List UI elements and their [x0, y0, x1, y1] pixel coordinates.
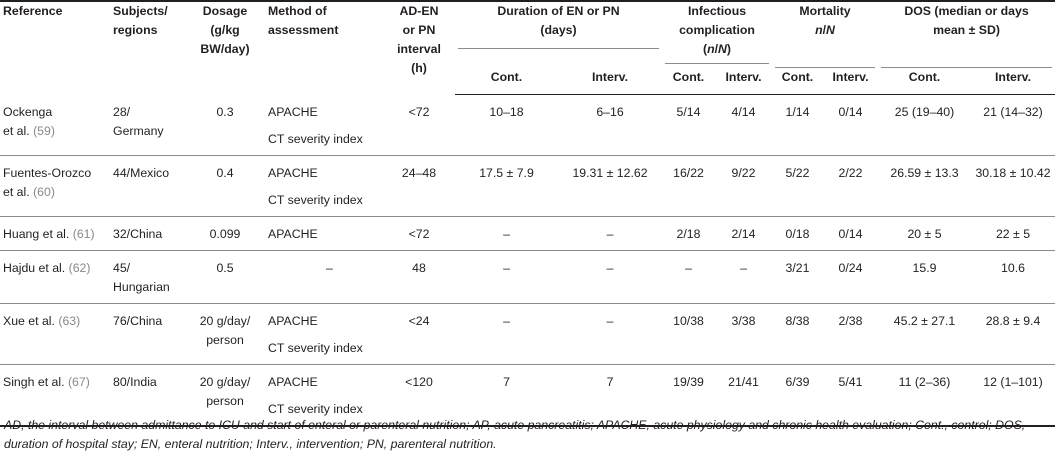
cell-inf-cont: 5/14: [676, 105, 701, 120]
cell-mort-interv: 0/24: [823, 250, 878, 303]
cell-method: APACHE CT severity index: [268, 104, 363, 146]
cell-dosage: 0.3: [216, 104, 234, 119]
cell-dur-cont: –: [455, 250, 558, 303]
subheader-dos-cont: Cont.: [878, 68, 971, 95]
cell-dur-interv: –: [558, 250, 662, 303]
subheader-mort-cont: Cont.: [772, 68, 823, 95]
cell-interval: 24–48: [383, 155, 455, 216]
citation-link[interactable]: (59): [33, 123, 55, 138]
header-duration: Duration of EN or PN (days): [455, 1, 662, 68]
cell-interval: 48: [383, 250, 455, 303]
table-row: [0, 250, 1055, 303]
cell-dur-interv: –: [558, 216, 662, 250]
cell-mort-interv: 2/22: [823, 155, 878, 216]
table-row: [0, 95, 1055, 156]
cell-subjects: 44/Mexico: [110, 155, 185, 216]
header-dosage: Dosage (g/kg BW/day): [200, 4, 250, 57]
subheader-inf-cont: Cont.: [662, 68, 715, 95]
cell-dos-interv: 12 (1–101): [971, 365, 1055, 427]
cell-subjects: 76/China: [110, 303, 185, 364]
header-subjects: Subjects/ regions: [113, 4, 168, 38]
citation-link[interactable]: (60): [33, 184, 55, 199]
cell-subjects: 80/India: [110, 365, 185, 427]
cell-dos-interv: 28.8 ± 9.4: [971, 303, 1055, 364]
table-row: [0, 216, 1055, 250]
cell-dos-interv: 10.6: [971, 250, 1055, 303]
header-interval: AD-EN or PN interval (h): [397, 4, 441, 76]
cell-mort-cont: 1/14: [785, 105, 810, 120]
cell-dosage: 20 g/day/ person: [185, 365, 265, 427]
cell-method: APACHE: [265, 216, 383, 250]
cell-dur-cont: 7: [455, 365, 558, 427]
cell-dur-cont: 17.5 ± 7.9: [455, 155, 558, 216]
cell-mort-interv: 2/38: [823, 303, 878, 364]
cell-dos-cont: 45.2 ± 27.1: [878, 303, 971, 364]
cell-dos-cont: 26.59 ± 13.3: [878, 155, 971, 216]
header-infectious: Infectious complication (n/N): [662, 1, 772, 68]
cell-inf-interv: 21/41: [715, 365, 772, 427]
subheader-inf-interv: Interv.: [715, 68, 772, 95]
cell-dos-interv: 21 (14–32): [983, 105, 1043, 120]
cell-inf-cont: 10/38: [662, 303, 715, 364]
cell-reference: Fuentes-Orozco et al. (60): [0, 155, 110, 216]
cell-dosage: 0.4: [185, 155, 265, 216]
cell-interval: <72: [383, 216, 455, 250]
cell-inf-cont: 2/18: [662, 216, 715, 250]
cell-dur-cont: 10–18: [489, 105, 524, 120]
cell-reference: Huang et al. (61): [0, 216, 110, 250]
header-reference: Reference: [3, 4, 63, 18]
cell-dur-interv: 19.31 ± 12.62: [558, 155, 662, 216]
cell-mort-cont: 5/22: [772, 155, 823, 216]
cell-dos-interv: 30.18 ± 10.42: [971, 155, 1055, 216]
cell-mort-interv: 0/14: [823, 216, 878, 250]
cell-inf-cont: 19/39: [662, 365, 715, 427]
cell-dur-interv: –: [558, 303, 662, 364]
citation-link[interactable]: (67): [67, 375, 90, 390]
header-method: Method of assessment: [268, 4, 339, 38]
cell-inf-cont: –: [662, 250, 715, 303]
subheader-mort-interv: Interv.: [823, 68, 878, 95]
cell-mort-cont: 8/38: [772, 303, 823, 364]
cell-inf-interv: 2/14: [715, 216, 772, 250]
cell-dur-cont: –: [455, 303, 558, 364]
cell-mort-interv: 0/14: [838, 105, 863, 120]
cell-dos-cont: 11 (2–36): [878, 365, 971, 427]
citation-link[interactable]: (63): [58, 313, 81, 328]
cell-subjects: 45/ Hungarian: [110, 250, 185, 303]
cell-dosage: 0.099: [185, 216, 265, 250]
cell-dosage: 20 g/day/ person: [185, 303, 265, 364]
cell-mort-cont: 0/18: [772, 216, 823, 250]
cell-inf-interv: –: [715, 250, 772, 303]
cell-mort-cont: 6/39: [772, 365, 823, 427]
cell-dos-cont: 15.9: [878, 250, 971, 303]
cell-method: APACHE CT severity index: [265, 365, 383, 427]
cell-mort-interv: 5/41: [823, 365, 878, 427]
header-dos: DOS (median or days mean ± SD): [878, 1, 1055, 68]
cell-reference: Singh et al. (67): [0, 365, 110, 427]
cell-method: APACHE CT severity index: [265, 155, 383, 216]
cell-method: –: [265, 250, 383, 303]
cell-dur-cont: –: [455, 216, 558, 250]
citation-link[interactable]: (61): [72, 226, 95, 241]
cell-reference: Hajdu et al. (62): [0, 250, 110, 303]
cell-interval: <120: [383, 365, 455, 427]
cell-inf-interv: 9/22: [715, 155, 772, 216]
subheader-dur-cont: Cont.: [455, 68, 558, 95]
cell-inf-interv: 3/38: [715, 303, 772, 364]
cell-subjects: 32/China: [110, 216, 185, 250]
cell-dos-cont: 20 ± 5: [878, 216, 971, 250]
cell-reference: Xue et al. (63): [0, 303, 110, 364]
cell-dosage: 0.5: [185, 250, 265, 303]
subheader-dos-interv: Interv.: [971, 68, 1055, 95]
table-row: [0, 303, 1055, 364]
cell-dos-cont: 25 (19–40): [894, 105, 955, 120]
cell-inf-interv: 4/14: [731, 105, 756, 120]
cell-dos-interv: 22 ± 5: [971, 216, 1055, 250]
subheader-dur-interv: Interv.: [558, 68, 662, 95]
cell-interval: <24: [383, 303, 455, 364]
cell-subjects: 28/ Germany: [113, 104, 164, 138]
cell-inf-cont: 16/22: [662, 155, 715, 216]
cell-method: APACHE CT severity index: [265, 303, 383, 364]
cell-mort-cont: 3/21: [772, 250, 823, 303]
citation-link[interactable]: (62): [68, 260, 91, 275]
header-mortality: Mortality n/N: [772, 1, 878, 68]
cell-dur-interv: 7: [558, 365, 662, 427]
cell-reference: Ockenga et al. (59): [3, 104, 55, 138]
table-footnote: AD, the interval between admittance to ICU and start of enteral or parenteral nutrition; AP, acute pancreatitis; APACHE, acute physiology and chronic health evaluation; Cont., control; DOS, duration of hospital stay; EN, enteral nutrition; Interv., intervention; PN, parenteral nutrition.: [4, 418, 1026, 452]
cell-interval: <72: [408, 104, 430, 119]
table-row: [0, 155, 1055, 216]
header-row: [0, 1, 1055, 68]
cell-dur-interv: 6–16: [596, 105, 624, 120]
